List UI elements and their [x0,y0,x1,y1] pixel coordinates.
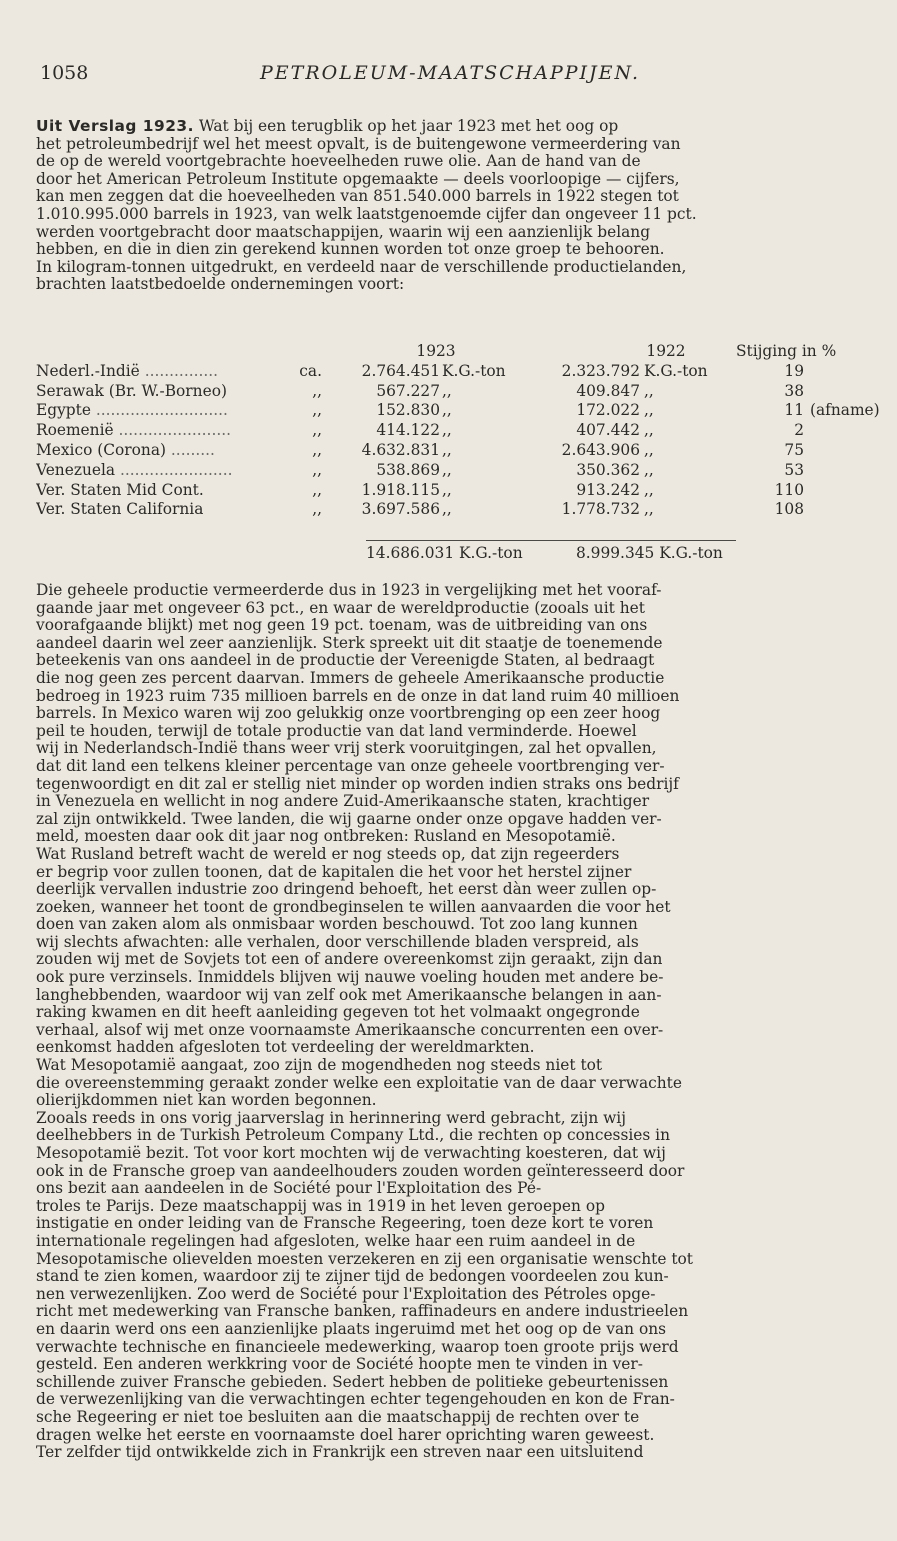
value-1923: 2.764.451 [361,361,440,380]
page-number: 1058 [40,62,89,84]
ca-marker: ca. [299,361,322,380]
value-1922: 2.643.906 [561,440,640,459]
body-line: olierijkdommen niet kan worden begonnen. [36,1092,377,1110]
stijging-value: 2 [794,421,804,440]
value-1922: 913.242 [576,480,640,499]
table-totals-row [36,544,866,564]
column-header-1923: 1923 [416,342,456,360]
intro-line: kan men zeggen dat die hoeveelheden van 851.540.000 barrels in 1922 stegen tot [36,188,679,206]
leader-dots: ............... [139,361,219,380]
body-line: deerlijk vervallen industrie zoo dringend behoeft, het eerst dàn weer zullen op- [36,881,657,899]
leader-dots: ......... [166,440,215,459]
body-line: barrels. In Mexico waren wij zoo gelukkig onze voortbrenging op een zeer hoog [36,705,661,723]
country-name [36,441,286,461]
production-table [36,342,880,562]
body-line: raking kwamen en dit heeft aanleiding gegeven tot het volmaakt ongegronde [36,1004,640,1022]
value-1922: 409.847 [576,381,640,400]
intro-line: brachten laatstbedoelde ondernemingen voort: [36,276,405,294]
body-line: Wat Rusland betreft wacht de wereld er nog steeds op, dat zijn regeerders [36,845,620,863]
country-name [36,481,286,501]
country-label: Ver. Staten California [36,500,204,519]
table-row [36,362,866,382]
value-1923: 538.869 [376,460,440,479]
unit-1922: ,, [644,421,654,440]
column-header-stijging: Stijging in % [736,342,837,360]
value-1923: 152.830 [376,401,440,420]
body-line: zoeken, wanneer het toont de grondbeginselen te willen aanvaarden die voor het [36,898,671,916]
intro-line-text: Wat bij een terugblik op het jaar 1923 met het oog op [193,118,619,135]
body-line: zal zijn ontwikkeld. Twee landen, die wij gaarne onder onze opgave hadden ver- [36,810,662,828]
value-1923: 4.632.831 [361,440,440,459]
unit-1922: ,, [644,480,654,499]
body-line: tegenwoordigt en dit zal er stellig niet minder op worden indien straks ons bedrijf [36,775,679,793]
ca-marker: ,, [312,401,322,420]
intro-line: hebben, en die in dien zin gerekend kunnen worden tot onze groep te behooren. [36,241,665,259]
country-label: Venezuela [36,460,116,479]
value-1922: 350.362 [576,460,640,479]
table-body [36,361,880,520]
ca-marker: ,, [312,460,322,479]
body-line: gaande jaar met ongeveer 63 pct., en waar de wereldproductie (zooals uit het [36,599,645,617]
body-line: verhaal, alsof wij met onze voornaamste Amerikaansche concurrenten een over- [36,1021,664,1039]
stijging-value: 110 [774,480,804,499]
body-line: eenkomst hadden afgesloten tot verdeeling der wereldmarkten. [36,1039,535,1057]
table-row [36,500,866,520]
unit-1922: ,, [644,500,654,519]
body-line: gesteld. Een anderen werkkring voor de Société hoopte men te vinden in ver- [36,1356,643,1374]
unit-1923: ,, [442,480,452,499]
unit-1923: ,, [442,421,452,440]
body-line: Wat Mesopotamië aangaat, zoo zijn de mogendheden nog steeds niet tot [36,1057,603,1075]
unit-1923: ,, [442,401,452,420]
ca-marker: ,, [312,480,322,499]
table-row [36,382,866,402]
stijging-value: 19 [784,361,804,380]
country-label: Nederl.-Indië [36,361,140,380]
unit-1922: ,, [644,381,654,400]
column-header-1922: 1922 [646,342,686,360]
body-line: en daarin werd ons een aanzienlijke plaats ingeruimd met het oog op de van ons [36,1320,667,1338]
body-line: Ter zelfder tijd ontwikkelde zich in Frankrijk een streven naar een uitsluitend [36,1444,644,1462]
unit-1922: ,, [644,401,654,420]
body-line: in Venezuela en wellicht in nog andere Zuid-Amerikaansche staten, krachtiger [36,793,650,811]
body-line: doen van zaken alom als onmisbaar worden beschouwd. Tot zoo lang kunnen [36,916,638,934]
value-1923: 3.697.586 [361,500,440,519]
stijging-value: 11 [784,401,804,420]
value-1923: 414.122 [376,421,440,440]
country-name [36,362,286,382]
country-label: Ver. Staten Mid Cont. [36,480,204,499]
intro-line: werden voortgebracht door maatschappijen, waarin wij een aanzienlijk belang [36,223,651,241]
body-line: langhebbenden, waardoor wij van zelf ook met Amerikaansche belangen in aan- [36,986,662,1004]
value-1922: 1.778.732 [561,500,640,519]
body-line: schillende zuiver Fransche gebieden. Sedert hebben de politieke gebeurtenissen [36,1373,669,1391]
stijging-value: 53 [784,460,804,479]
body-line: bedroeg in 1923 ruim 735 millioen barrels en de onze in dat land ruim 40 millioen [36,687,680,705]
leader-dots: ....................... [115,460,233,479]
body-line: internationale regelingen had afgesloten, welke haar een ruim aandeel in de [36,1232,636,1250]
intro-line: door het American Petroleum Institute opgemaakte — deels voorloopige — cijfers, [36,170,680,188]
ca-marker: ,, [312,381,322,400]
country-label: Egypte [36,401,91,420]
ca-marker: ,, [312,421,322,440]
body-line: stand te zien komen, waardoor zij te zijner tijd de bedongen voordeelen zou kun- [36,1268,669,1286]
body-line: Mesopotamië bezit. Tot voor kort mochten wij de verwachting koesteren, dat wij [36,1145,666,1162]
body-line: peil te houden, terwijl de totale productie van dat land verminderde. Hoewel [36,722,637,740]
value-1923: 567.227 [376,381,440,400]
country-name [36,421,286,441]
unit-1922: ,, [644,460,654,479]
total-1922: 8.999.345 K.G.-ton [576,544,723,562]
body-line: de verwezenlijking van die verwachtingen echter tegengehouden en kon de Fran- [36,1391,675,1409]
body-line: troles te Parijs. Deze maatschappij was in 1919 in het leven geroepen op [36,1197,605,1215]
value-1922: 172.022 [576,401,640,420]
table-row [36,481,866,501]
total-1923: 14.686.031 K.G.-ton [366,544,523,562]
running-title: PETROLEUM-MAATSCHAPPIJEN. [260,62,640,84]
intro-line [36,118,866,136]
body-line: er begrip voor zullen toonen, dat de kapitalen die het voor het herstel zijner [36,863,632,881]
leader-dots: ........................... [90,401,228,420]
page-header [40,62,860,92]
unit-1923: ,, [442,500,452,519]
body-line: verwachte technische en financieele medewerking, waarop toen groote prijs werd [36,1338,679,1356]
country-label: Roemenië [36,421,114,440]
value-1922: 2.323.792 [561,361,640,380]
section-lead: Uit Verslag 1923. [36,118,194,135]
body-line: dat dit land een telkens kleiner percentage van onze geheele voortbrenging ver- [36,757,665,775]
table-row [36,401,880,421]
body-line: ook in de Fransche groep van aandeelhouders zouden worden geïnteresseerd door [36,1162,685,1180]
unit-1923: K.G.-ton [442,361,506,380]
leader-dots: ....................... [113,421,232,440]
intro-line: In kilogram-tonnen uitgedrukt, en verdeeld naar de verschillende productielanden, [36,258,687,276]
country-name [36,382,286,402]
body-line: Zooals reeds in ons vorig jaarverslag in herinnering werd gebracht, zijn wij [36,1109,626,1127]
country-label: Serawak (Br. W.-Borneo) [36,381,227,400]
body-line: dragen welke het eerste en voornaamste doel harer oprichting waren geweest. [36,1426,655,1444]
country-name [36,401,286,421]
body-line: sche Regeering er niet toe besluiten aan die maatschappij de rechten over te [36,1408,640,1426]
unit-1922: ,, [644,440,654,459]
body-line: zouden wij met de Sovjets tot een of andere overeenkomst zijn geraakt, zijn dan [36,951,663,969]
body-line: Die geheele productie vermeerderde dus in 1923 in vergelijking met het vooraf- [36,582,662,599]
country-label: Mexico (Corona) [36,440,167,459]
body-line: ook pure verzinsels. Inmiddels blijven wij nauwe voeling houden met andere be- [36,969,664,987]
table-row [36,421,866,441]
stijging-value: 108 [774,500,804,519]
body-line: ons bezit aan aandeelen in de Société pour l'Exploitation des Pé- [36,1180,542,1198]
ca-marker: ,, [312,440,322,459]
body-line: instigatie en onder leiding van de Fransche Regeering, toen deze kort te voren [36,1215,654,1233]
unit-1923: ,, [442,381,452,400]
stijging-note: (afname) [810,401,880,420]
unit-1923: ,, [442,460,452,479]
body-line: aandeel daarin wel zeer aanzienlijk. Sterk spreekt uit dit staatje de toenemende [36,634,663,652]
stijging-value: 75 [784,440,804,459]
intro-line: 1.010.995.000 barrels in 1923, van welk laatstgenoemde cijfer dan ongeveer 11 pct. [36,205,697,223]
body-text [36,582,866,1462]
intro-line: de op de wereld voortgebrachte hoeveelheden ruwe olie. Aan de hand van de [36,153,641,171]
value-1923: 1.918.115 [361,480,440,499]
country-name [36,500,286,520]
ca-marker: ,, [312,500,322,519]
unit-1922: K.G.-ton [644,361,708,380]
intro-line: het petroleumbedrijf wel het meest opvalt, is de buitengewone vermeerdering van [36,135,681,153]
unit-1923: ,, [442,440,452,459]
body-line: Mesopotamische olievelden moesten verzekeren en zij een organisatie wenschte tot [36,1250,693,1268]
body-line: die overeenstemming geraakt zonder welke een exploitatie van de daar verwachte [36,1074,682,1092]
stijging-value: 38 [784,381,804,400]
value-1922: 407.442 [576,421,640,440]
body-line: beteekenis van ons aandeel in de productie der Vereenigde Staten, al bedraagt [36,652,655,670]
body-line: deelhebbers in de Turkish Petroleum Company Ltd., die rechten op concessies in [36,1127,670,1145]
body-line: wij slechts afwachten: alle verhalen, door verschillende bladen verspreid, als [36,933,639,951]
table-row [36,461,866,481]
table-header-row [36,342,866,362]
table-row [36,441,866,461]
country-name [36,461,286,481]
body-line: meld, moesten daar ook dit jaar nog ontbreken: Rusland en Mesopotamië. [36,828,616,846]
body-line: die nog geen zes percent daarvan. Immers de geheele Amerikaansche productie [36,669,665,687]
body-line: nen verwezenlijken. Zoo werd de Société pour l'Exploitation des Pétroles opge- [36,1285,656,1303]
body-line: wij in Nederlandsch-Indië thans weer vrij sterk vooruitgingen, zal het opvallen, [36,740,657,758]
total-rule [366,540,736,541]
intro-paragraph [36,118,866,294]
body-line: voorafgaande blijkt) met nog geen 19 pct. toenam, was de uitbreiding van ons [36,617,648,635]
body-line: richt met medewerking van Fransche banken, raffinadeurs en andere industrieelen [36,1303,689,1321]
